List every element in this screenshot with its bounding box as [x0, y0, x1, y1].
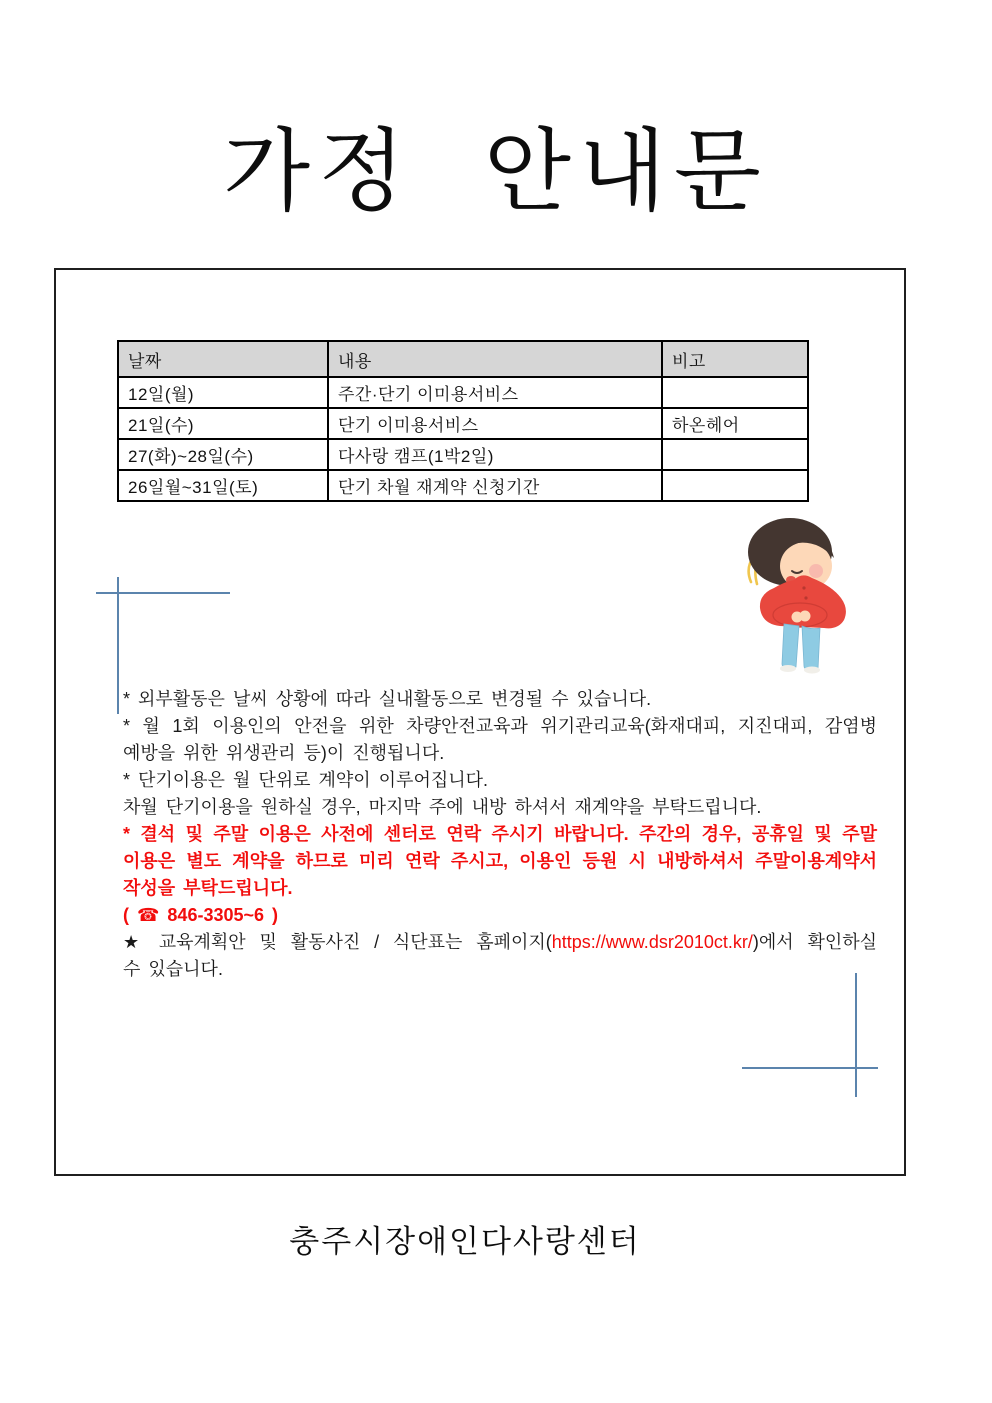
- notice-line-safety-2: 예방을 위한 위생관리 등)이 진행됩니다.: [123, 743, 445, 763]
- boy-blush: [809, 564, 823, 578]
- content-frame: [54, 268, 906, 1176]
- cell-content: 주간·단기 이미용서비스: [328, 377, 662, 408]
- bowing-boy-illustration: [744, 516, 856, 674]
- boy-pants: [782, 624, 799, 667]
- table-header-row: [118, 341, 808, 377]
- notice-text-block: [123, 686, 877, 983]
- crosshair-right-horizontal-line: [742, 1067, 878, 1069]
- notice-line-absence-3: 작성을 부탁드립니다.: [123, 878, 293, 898]
- crosshair-right-vertical-line: [855, 973, 857, 1097]
- cell-date: 27(화)~28일(수): [118, 439, 328, 470]
- cell-date: 21일(수): [118, 408, 328, 439]
- notice-line-outdoor: * 외부활동은 날씨 상황에 따라 실내활동으로 변경될 수 있습니다.: [123, 689, 652, 709]
- crosshair-left-horizontal-line: [96, 592, 230, 594]
- cell-date: 12일(월): [118, 377, 328, 408]
- column-header-date: 날짜: [118, 341, 328, 377]
- notice-line-absence-1: * 결석 및 주말 이용은 사전에 센터로 연락 주시기 바랍니다. 주간의 경우, 공휴일 및 주말: [123, 824, 877, 844]
- notice-line-absence-2: 이용은 별도 계약을 하므로 미리 연락 주시고, 이용인 등원 시 내방하셔서 주말이용계약서: [123, 851, 877, 871]
- table-row: [118, 377, 808, 408]
- cell-note: [662, 377, 808, 408]
- cell-content: 단기 차월 재계약 신청기간: [328, 470, 662, 501]
- notice-line-safety-1: * 월 1회 이용인의 안전을 위한 차량안전교육과 위기관리교육(화재대피, 지진대피, 감염병: [123, 716, 877, 736]
- organization-name: 충주시장애인다사랑센터: [289, 1224, 641, 1259]
- cell-content: 단기 이미용서비스: [328, 408, 662, 439]
- cell-content: 다사랑 캠프(1박2일): [328, 439, 662, 470]
- notice-line-shortterm: * 단기이용은 월 단위로 계약이 이루어집니다.: [123, 770, 488, 790]
- column-header-note: 비고: [662, 341, 808, 377]
- cell-note: 하온헤어: [662, 408, 808, 439]
- column-header-content: 내용: [328, 341, 662, 377]
- notice-line-recontract: 차월 단기이용을 원하실 경우, 마지막 주에 내방 하셔서 재계약을 부탁드립니다.: [123, 797, 762, 817]
- homepage-text-prefix: ★ 교육계획안 및 활동사진 / 식단표는 홈페이지(: [123, 932, 552, 952]
- boy-shoe: [780, 665, 796, 672]
- crosshair-left-vertical-line: [117, 577, 119, 714]
- notice-line-homepage-wrap: 수 있습니다.: [123, 959, 223, 979]
- homepage-url: https://www.dsr2010ct.kr/: [551, 932, 753, 952]
- phone-number: ( ☎ 846-3305~6 ): [123, 905, 279, 925]
- table-row: [118, 408, 808, 439]
- cell-date: 26일월~31일(토): [118, 470, 328, 501]
- schedule-table: [117, 340, 809, 502]
- boy-hand: [800, 611, 811, 622]
- page-title: 가정 안내문: [223, 122, 769, 222]
- cell-note: [662, 470, 808, 501]
- notice-line-homepage: [123, 929, 877, 956]
- boy-shoe: [804, 667, 820, 674]
- cell-note: [662, 439, 808, 470]
- homepage-text-suffix: )에서 확인하실: [752, 932, 877, 952]
- table-row: [118, 470, 808, 501]
- table-row: [118, 439, 808, 470]
